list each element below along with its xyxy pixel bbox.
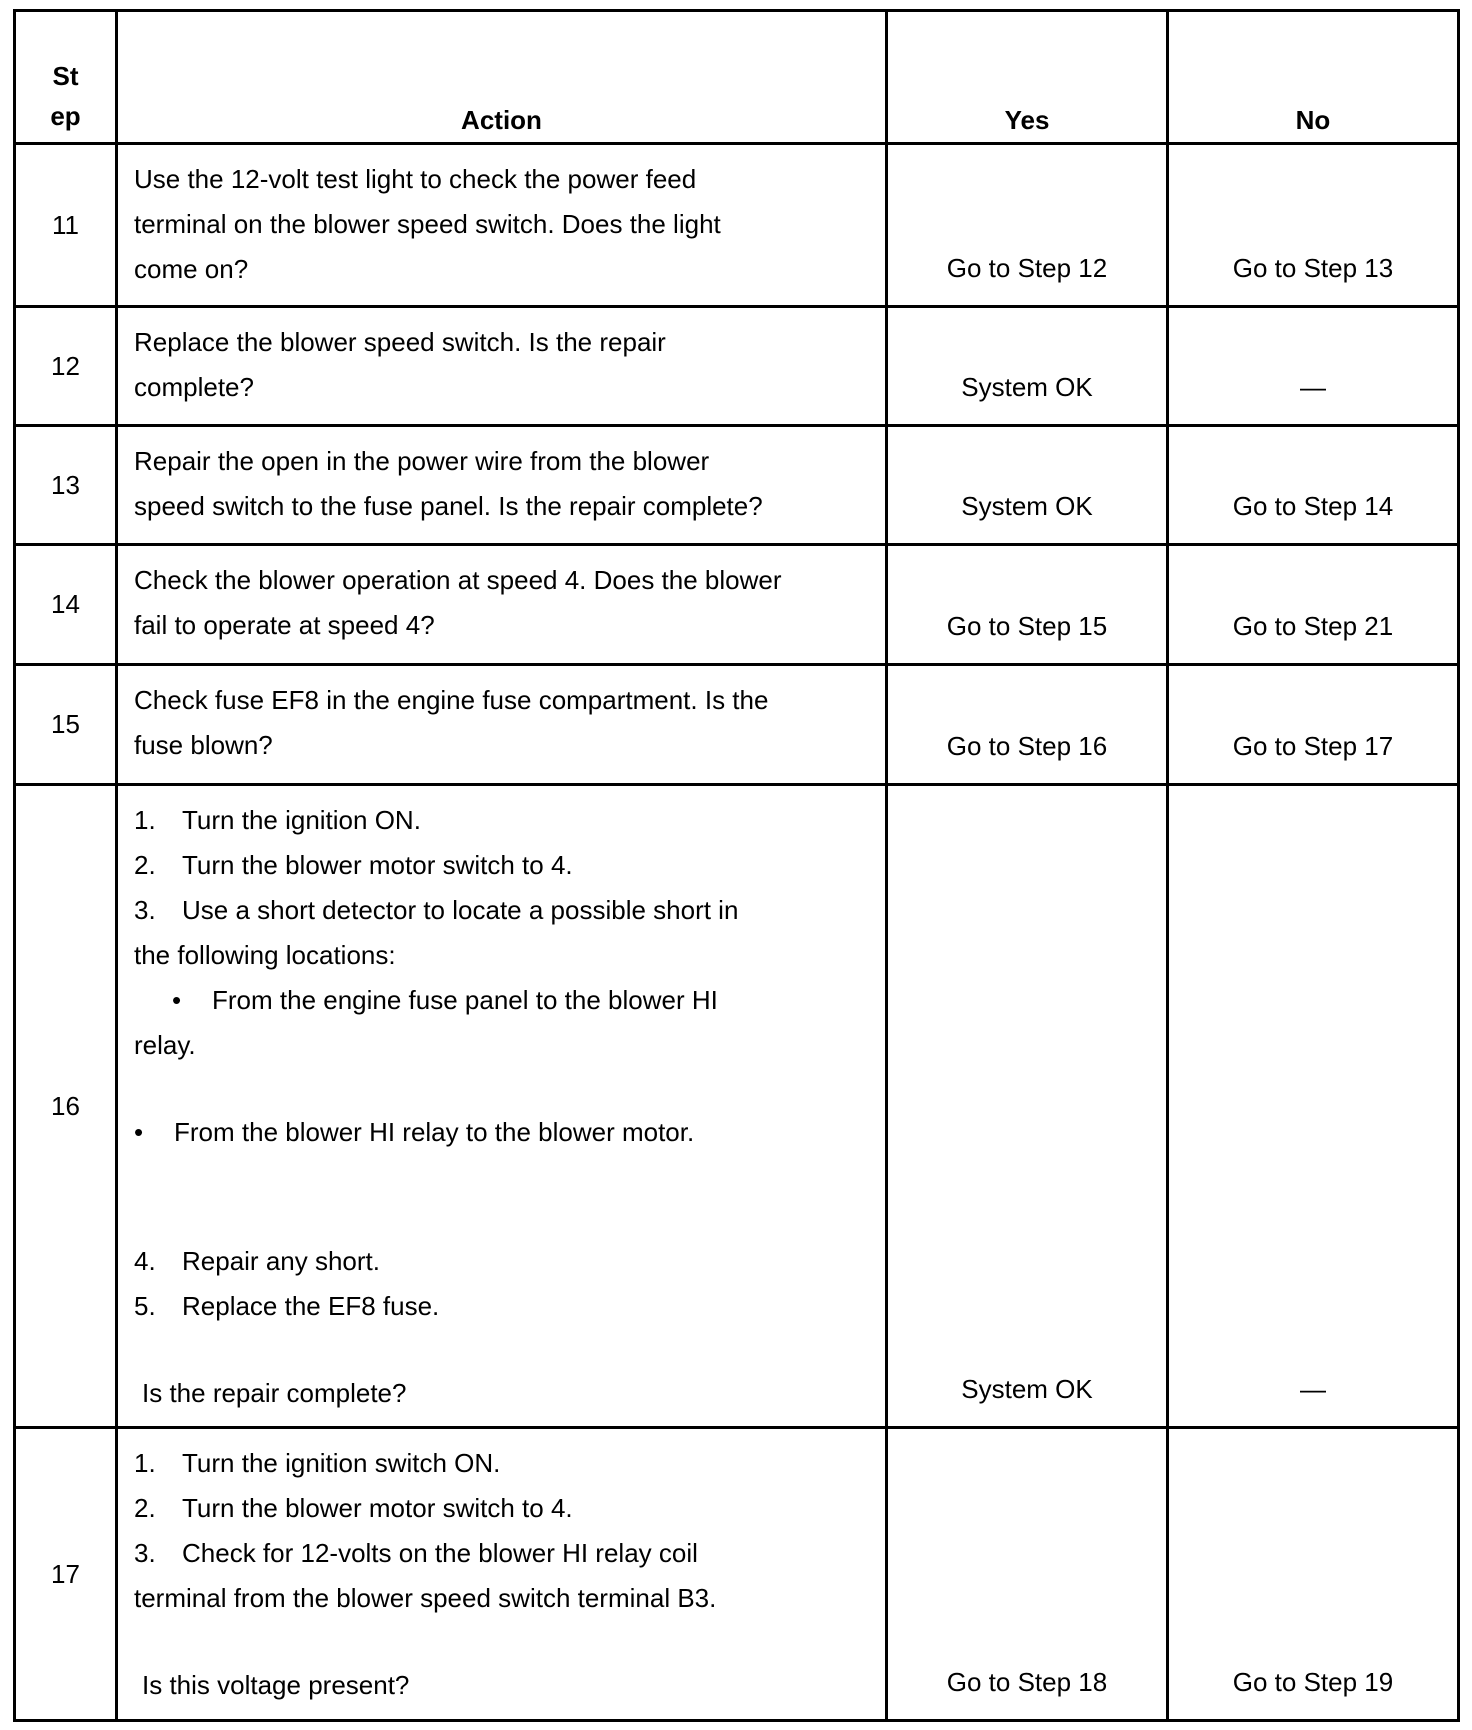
step-row (15, 426, 1459, 545)
header-no: No (1168, 11, 1459, 144)
action-text: 1. Turn the ignition switch ON. 2. Turn the blower motor switch to 4. 3. Check for 12-volts on the blower HI relay coil terminal from the blower speed switch terminal B3. Is this voltage present? (117, 1428, 887, 1721)
question-text: Is this voltage present? (142, 1670, 410, 1700)
action-text: Check fuse EF8 in the engine fuse compartment. Is the fuse blown? (117, 665, 887, 785)
yes-result: Go to Step 12 (887, 144, 1168, 307)
list-item: 1. Turn the ignition ON. (134, 805, 421, 835)
no-result: Go to Step 21 (1168, 545, 1459, 665)
step-number: 17 (15, 1428, 117, 1721)
header-step: St ep (15, 11, 117, 144)
yes-result: Go to Step 15 (887, 545, 1168, 665)
step-number: 14 (15, 545, 117, 665)
diagnostic-table (13, 9, 1460, 1722)
step-number: 13 (15, 426, 117, 545)
list-item: 2. Turn the blower motor switch to 4. (134, 1493, 573, 1523)
no-result: Go to Step 13 (1168, 144, 1459, 307)
list-item: 2. Turn the blower motor switch to 4. (134, 850, 573, 880)
step-number: 15 (15, 665, 117, 785)
list-item: 1. Turn the ignition switch ON. (134, 1448, 501, 1478)
list-item: 5. Replace the EF8 fuse. (134, 1291, 440, 1321)
header-yes: Yes (887, 11, 1168, 144)
action-text: 1. Turn the ignition ON. 2. Turn the blower motor switch to 4. 3. Use a short detector to locate a possible short in the following locations: • From the engine fuse panel to the blower HI relay. • From the blower HI relay to the blower motor. 4. Repair any short. 5. Replace the EF8 fuse. Is the repair complete? (117, 785, 887, 1428)
step-number: 16 (15, 785, 117, 1428)
no-result: — (1168, 307, 1459, 426)
no-result: Go to Step 14 (1168, 426, 1459, 545)
step-row (15, 144, 1459, 307)
yes-result: Go to Step 18 (887, 1428, 1168, 1721)
yes-result: System OK (887, 785, 1168, 1428)
action-text: Repair the open in the power wire from the blower speed switch to the fuse panel. Is the repair complete? (117, 426, 887, 545)
bullet-item: • From the blower HI relay to the blower motor. (134, 1117, 695, 1147)
list-item: 3. Use a short detector to locate a possible short in (134, 895, 739, 925)
question-text: Is the repair complete? (142, 1378, 407, 1408)
bullet-item: • From the engine fuse panel to the blower HI (172, 985, 718, 1015)
step-row (15, 1428, 1459, 1721)
yes-result: Go to Step 16 (887, 665, 1168, 785)
step-number: 12 (15, 307, 117, 426)
list-item: 4. Repair any short. (134, 1246, 380, 1276)
list-item: 3. Check for 12-volts on the blower HI relay coil (134, 1538, 698, 1568)
no-result: Go to Step 19 (1168, 1428, 1459, 1721)
action-text: Use the 12-volt test light to check the power feed terminal on the blower speed switch. Does the light come on? (117, 144, 887, 307)
header-row (15, 11, 1459, 144)
step-row (15, 545, 1459, 665)
yes-result: System OK (887, 426, 1168, 545)
action-text: Check the blower operation at speed 4. Does the blower fail to operate at speed 4? (117, 545, 887, 665)
step-row (15, 307, 1459, 426)
step-number: 11 (15, 144, 117, 307)
step-row (15, 785, 1459, 1428)
header-action: Action (117, 11, 887, 144)
step-row (15, 665, 1459, 785)
no-result: Go to Step 17 (1168, 665, 1459, 785)
yes-result: System OK (887, 307, 1168, 426)
action-text: Replace the blower speed switch. Is the repair complete? (117, 307, 887, 426)
no-result: — (1168, 785, 1459, 1428)
